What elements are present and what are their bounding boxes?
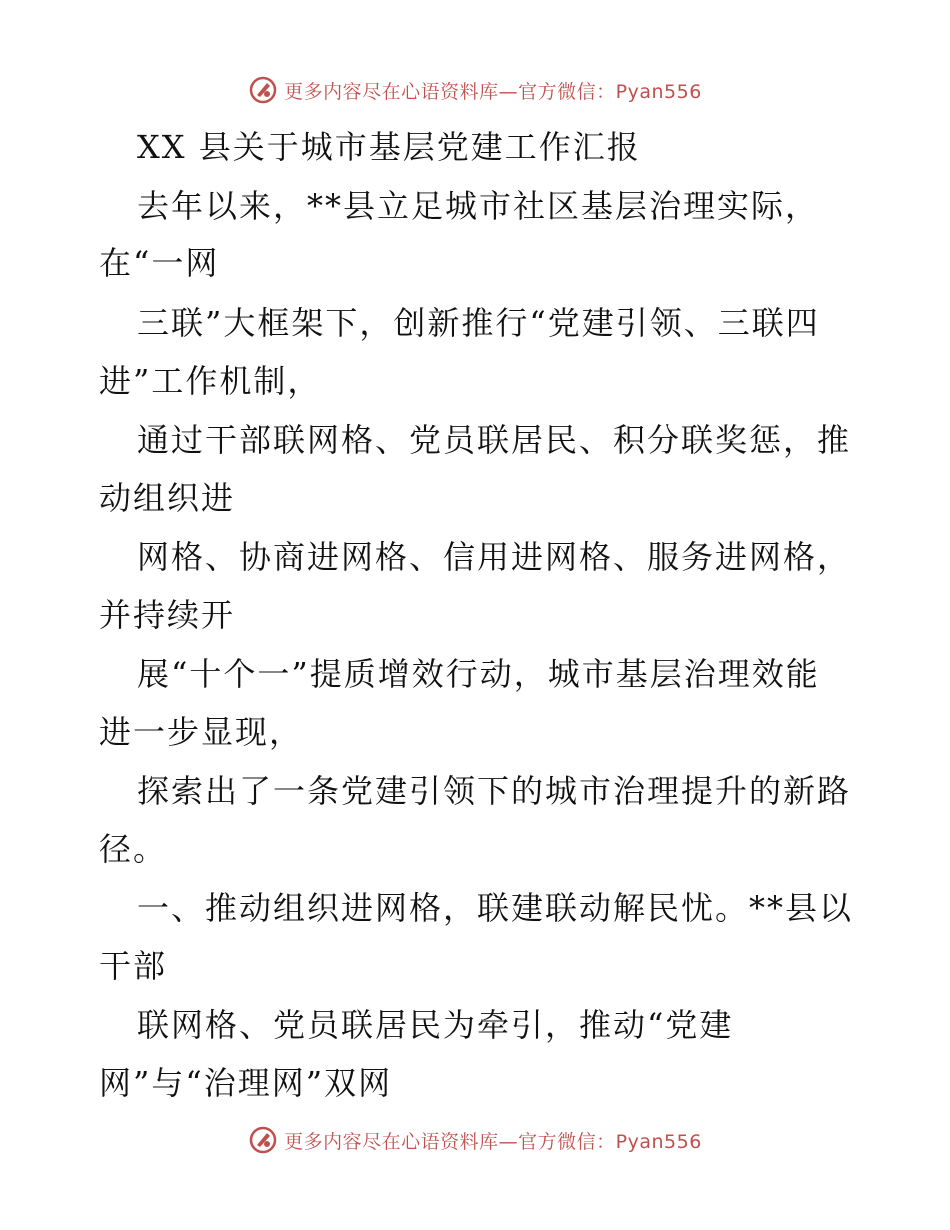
paragraph-line: 动组织进 [99, 479, 236, 517]
section-heading-line: 一、推动组织进网格，联建联动解民忧。**县以 [137, 889, 854, 927]
paragraph-line: 进”工作机制， [99, 362, 322, 400]
paragraph-line: 并持续开 [99, 596, 236, 634]
paragraph-line: 进一步显现， [99, 713, 304, 751]
paragraph-line: 通过干部联网格、党员联居民、积分联奖惩，推 [137, 421, 852, 459]
watermark-text: 更多内容尽在心语资料库—官方微信：Pyan556 [284, 1130, 702, 1153]
paragraph-line: 在“一网 [99, 244, 220, 282]
red-seal-logo-icon [248, 75, 278, 105]
paragraph-line: 网格、协商进网格、信用进网格、服务进网格， [137, 538, 852, 576]
paragraph-line: 干部 [99, 947, 168, 985]
paragraph-line: 探索出了一条党建引领下的城市治理提升的新路 [137, 772, 852, 810]
paragraph-line: 去年以来，**县立足城市社区基层治理实际， [137, 187, 820, 225]
paragraph-line: 展“十个一”提质增效行动，城市基层治理效能 [137, 655, 820, 693]
document-title: XX 县关于城市基层党建工作汇报 [137, 128, 641, 166]
red-seal-logo-icon [248, 1125, 278, 1155]
watermark-text: 更多内容尽在心语资料库—官方微信：Pyan556 [284, 80, 702, 103]
paragraph-line: 联网格、党员联居民为牵引，推动“党建 [137, 1006, 734, 1044]
watermark-banner-bottom [0, 1120, 950, 1160]
paragraph-line: 三联”大框架下，创新推行“党建引领、三联四 [137, 304, 820, 342]
paragraph-line: 网”与“治理网”双网 [99, 1064, 393, 1102]
watermark-banner-top [0, 70, 950, 110]
paragraph-line: 径。 [99, 830, 168, 868]
